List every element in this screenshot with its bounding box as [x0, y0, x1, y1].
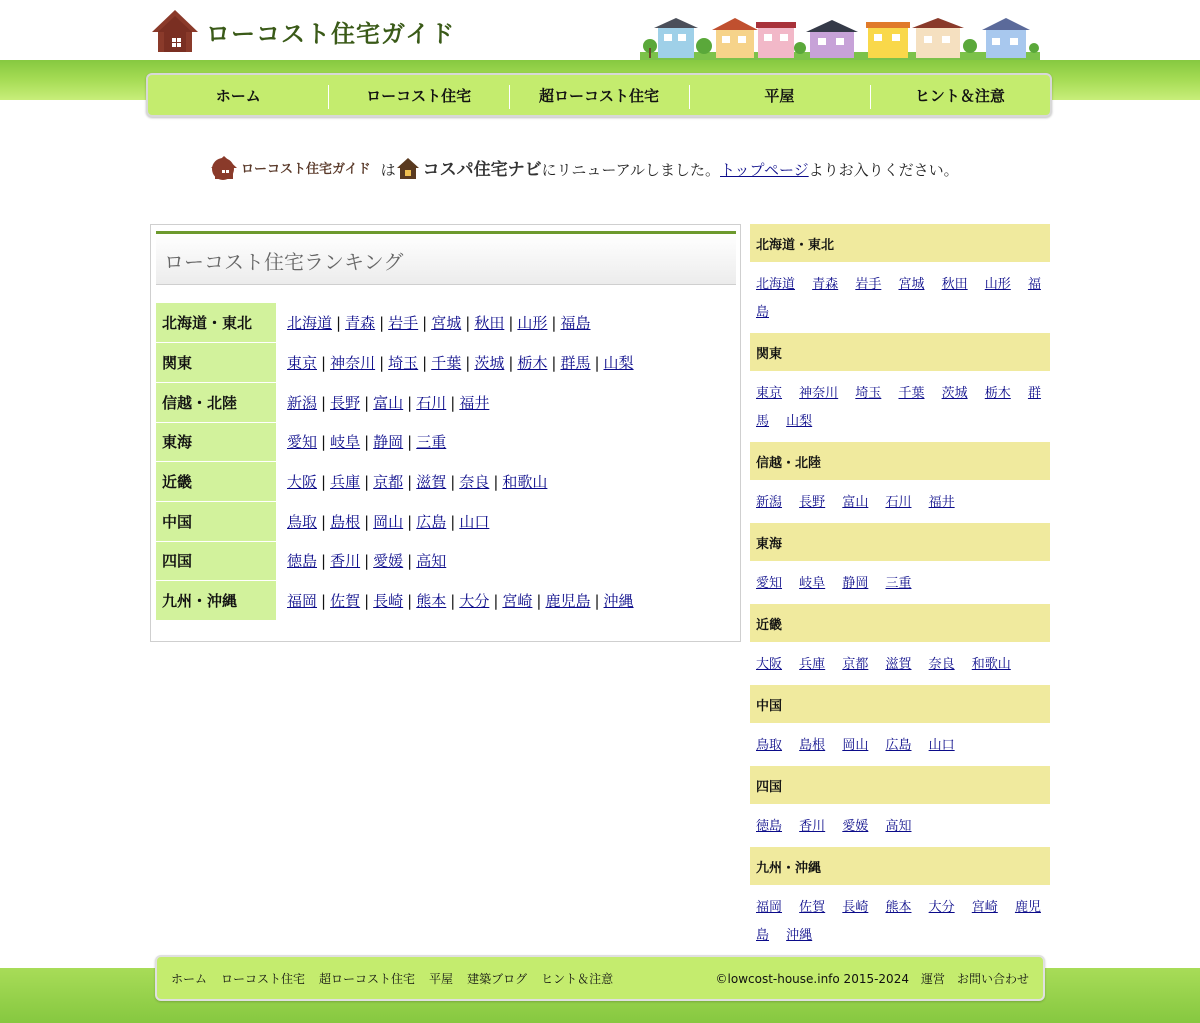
- link-separator: |: [364, 473, 370, 492]
- sidebar-prefecture-link[interactable]: 栃木: [984, 386, 1011, 401]
- link-separator: |: [364, 512, 370, 531]
- link-separator: |: [321, 512, 327, 531]
- ranking-row: [156, 501, 634, 541]
- top-page-link[interactable]: トップページ: [720, 161, 809, 179]
- prefecture-link[interactable]: 宮城: [431, 314, 462, 333]
- sidebar-prefecture-link[interactable]: 徳島: [756, 819, 783, 834]
- sidebar-prefecture-link[interactable]: 和歌山: [971, 657, 1011, 672]
- prefecture-link[interactable]: 群馬: [560, 354, 591, 373]
- sidebar-prefecture-link[interactable]: 青森: [812, 277, 839, 292]
- ranking-row: [156, 422, 634, 462]
- sidebar-prefecture-link[interactable]: 鹿児島: [756, 900, 1041, 943]
- prefecture-link[interactable]: 長崎: [373, 592, 404, 611]
- prefecture-links: [276, 462, 634, 502]
- ranking-row: [156, 303, 634, 343]
- sidebar-prefecture-link[interactable]: 愛媛: [842, 819, 869, 834]
- sidebar-prefecture-links: [750, 371, 1050, 442]
- ranking-panel: [150, 224, 741, 642]
- link-separator: |: [465, 354, 471, 373]
- prefecture-links: [276, 303, 634, 343]
- prefecture-link[interactable]: 滋賀: [416, 473, 447, 492]
- link-separator: |: [407, 552, 413, 571]
- sidebar-prefecture-link[interactable]: 埼玉: [855, 386, 882, 401]
- house-logo-icon: [210, 154, 238, 180]
- prefecture-link[interactable]: 山口: [459, 512, 490, 531]
- prefecture-link[interactable]: 広島: [416, 512, 447, 531]
- sidebar-prefecture-link[interactable]: 熊本: [885, 900, 912, 915]
- link-separator: |: [379, 354, 385, 373]
- sidebar-prefecture-link[interactable]: 静岡: [842, 576, 869, 591]
- prefecture-link[interactable]: 静岡: [373, 433, 404, 452]
- sidebar-region-heading: 関東: [750, 333, 1050, 371]
- sidebar-prefecture-link[interactable]: 京都: [842, 657, 869, 672]
- link-separator: |: [321, 393, 327, 412]
- footer-link[interactable]: 超ローコスト住宅: [319, 971, 416, 986]
- prefecture-links: [276, 581, 634, 621]
- prefecture-link[interactable]: 鹿児島: [545, 592, 591, 611]
- footer-link[interactable]: 建築ブログ: [467, 971, 528, 986]
- old-site-logo-text: ローコスト住宅ガイド: [241, 161, 371, 177]
- prefecture-link[interactable]: 山梨: [603, 354, 634, 373]
- prefecture-link[interactable]: 宮崎: [502, 592, 533, 611]
- sidebar-prefecture-link[interactable]: 滋賀: [885, 657, 912, 672]
- link-separator: |: [508, 314, 514, 333]
- footer: [155, 955, 1045, 1001]
- sidebar-prefecture-link[interactable]: 島根: [799, 738, 826, 753]
- sidebar-prefecture-link[interactable]: 山梨: [786, 414, 813, 429]
- ranking-row: [156, 462, 634, 502]
- ranking-title: ローコスト住宅ランキング: [164, 250, 404, 274]
- new-site-logo-text: コスパ住宅ナビ: [422, 160, 542, 180]
- prefecture-link[interactable]: 長野: [330, 393, 361, 412]
- link-separator: |: [594, 592, 600, 611]
- sidebar-prefecture-link[interactable]: 三重: [885, 576, 912, 591]
- footer-link-contact[interactable]: お問い合わせ: [956, 971, 1029, 986]
- link-separator: |: [407, 592, 413, 611]
- new-site-logo: [396, 155, 542, 180]
- link-separator: |: [336, 314, 342, 333]
- link-separator: |: [321, 592, 327, 611]
- ranking-row: [156, 541, 634, 581]
- sidebar-prefecture-link[interactable]: 岡山: [842, 738, 869, 753]
- footer-left-links: [171, 970, 627, 987]
- prefecture-link[interactable]: 埼玉: [388, 354, 419, 373]
- sidebar-prefecture-link[interactable]: 新潟: [756, 495, 783, 510]
- prefecture-link[interactable]: 奈良: [459, 473, 490, 492]
- link-separator: |: [364, 433, 370, 452]
- nav-hiraya[interactable]: 平屋: [689, 75, 869, 115]
- link-separator: |: [508, 354, 514, 373]
- footer-link-about[interactable]: 運営: [920, 971, 945, 986]
- houses-illustration: [640, 16, 1040, 60]
- sidebar-prefecture-link[interactable]: 石川: [885, 495, 912, 510]
- region-name: 九州・沖縄: [156, 581, 276, 621]
- sidebar-prefecture-links: [750, 885, 1050, 956]
- prefecture-link[interactable]: 香川: [330, 552, 361, 571]
- region-name: 東海: [156, 422, 276, 462]
- sidebar-region-heading: 九州・沖縄: [750, 847, 1050, 885]
- prefecture-link[interactable]: 新潟: [287, 393, 318, 412]
- house-logo-icon: [396, 156, 420, 180]
- link-separator: |: [450, 473, 456, 492]
- sidebar-prefecture-link[interactable]: 神奈川: [799, 386, 839, 401]
- prefecture-link[interactable]: 大分: [459, 592, 490, 611]
- link-separator: |: [450, 512, 456, 531]
- link-separator: |: [321, 473, 327, 492]
- sidebar-region-heading: 中国: [750, 685, 1050, 723]
- sidebar-prefecture-link[interactable]: 山口: [928, 738, 955, 753]
- nav-hints[interactable]: ヒント＆注意: [870, 75, 1050, 115]
- sidebar-prefecture-link[interactable]: 沖縄: [786, 928, 813, 943]
- prefecture-link[interactable]: 熊本: [416, 592, 447, 611]
- ranking-row: [156, 343, 634, 383]
- link-separator: |: [551, 314, 557, 333]
- prefecture-link[interactable]: 千葉: [431, 354, 462, 373]
- house-logo-icon: [150, 8, 200, 54]
- renewal-notice: [210, 154, 959, 180]
- footer-link[interactable]: 平屋: [429, 971, 454, 986]
- nav-lowcost-house[interactable]: ローコスト住宅: [328, 75, 508, 115]
- sidebar-prefecture-links: [750, 561, 1050, 604]
- sidebar-prefecture-link[interactable]: 岩手: [855, 277, 882, 292]
- prefecture-links: [276, 422, 634, 462]
- link-separator: |: [407, 393, 413, 412]
- sidebar-prefecture-link[interactable]: 愛知: [756, 576, 783, 591]
- prefecture-link[interactable]: 山形: [517, 314, 548, 333]
- sidebar: [750, 224, 1050, 956]
- link-separator: |: [321, 433, 327, 452]
- link-separator: |: [407, 512, 413, 531]
- sidebar-prefecture-link[interactable]: 秋田: [941, 277, 968, 292]
- link-separator: |: [450, 393, 456, 412]
- sidebar-prefecture-link[interactable]: 岐阜: [799, 576, 826, 591]
- sidebar-prefecture-link[interactable]: 福岡: [756, 900, 783, 915]
- sidebar-prefecture-link[interactable]: 香川: [799, 819, 826, 834]
- prefecture-link[interactable]: 岐阜: [330, 433, 361, 452]
- prefecture-link[interactable]: 茨城: [474, 354, 505, 373]
- link-separator: |: [321, 354, 327, 373]
- link-separator: |: [321, 552, 327, 571]
- sidebar-prefecture-link[interactable]: 宮城: [898, 277, 925, 292]
- ranking-row: [156, 581, 634, 621]
- prefecture-link[interactable]: 佐賀: [330, 592, 361, 611]
- sidebar-prefecture-link[interactable]: 千葉: [898, 386, 925, 401]
- prefecture-link[interactable]: 島根: [330, 512, 361, 531]
- sidebar-prefecture-link[interactable]: 福井: [928, 495, 955, 510]
- prefecture-link[interactable]: 栃木: [517, 354, 548, 373]
- sidebar-prefecture-link[interactable]: 広島: [885, 738, 912, 753]
- link-separator: |: [493, 592, 499, 611]
- prefecture-link[interactable]: 青森: [345, 314, 376, 333]
- prefecture-link[interactable]: 岩手: [388, 314, 419, 333]
- prefecture-link[interactable]: 愛媛: [373, 552, 404, 571]
- link-separator: |: [379, 314, 385, 333]
- sidebar-prefecture-link[interactable]: 北海道: [756, 277, 796, 292]
- sidebar-prefecture-links: [750, 480, 1050, 523]
- region-name: 四国: [156, 541, 276, 581]
- prefecture-link[interactable]: 沖縄: [603, 592, 634, 611]
- notice-end-text: よりお入りください。: [808, 161, 959, 179]
- ranking-header: [156, 231, 736, 285]
- link-separator: |: [465, 314, 471, 333]
- prefecture-link[interactable]: 愛知: [287, 433, 318, 452]
- link-separator: |: [407, 473, 413, 492]
- notice-wa: は: [380, 161, 396, 179]
- link-separator: |: [450, 592, 456, 611]
- region-name: 信越・北陸: [156, 382, 276, 422]
- ranking-row: [156, 382, 634, 422]
- region-name: 関東: [156, 343, 276, 383]
- prefecture-links: [276, 541, 634, 581]
- site-logo-text: ローコスト住宅ガイド: [206, 19, 456, 48]
- prefecture-link[interactable]: 秋田: [474, 314, 505, 333]
- sidebar-prefecture-link[interactable]: 福島: [756, 277, 1041, 320]
- nav-super-lowcost-house[interactable]: 超ローコスト住宅: [509, 75, 689, 115]
- prefecture-link[interactable]: 徳島: [287, 552, 318, 571]
- main-nav: [146, 73, 1052, 117]
- link-separator: |: [551, 354, 557, 373]
- link-separator: |: [364, 393, 370, 412]
- sidebar-region-heading: 近畿: [750, 604, 1050, 642]
- prefecture-link[interactable]: 大阪: [287, 473, 318, 492]
- prefecture-link[interactable]: 岡山: [373, 512, 404, 531]
- sidebar-region-heading: 北海道・東北: [750, 224, 1050, 262]
- prefecture-links: [276, 501, 634, 541]
- prefecture-link[interactable]: 福岡: [287, 592, 318, 611]
- sidebar-prefecture-link[interactable]: 佐賀: [799, 900, 826, 915]
- prefecture-link[interactable]: 兵庫: [330, 473, 361, 492]
- link-separator: |: [493, 473, 499, 492]
- notice-middle-text: にリニューアルしました。: [541, 161, 720, 179]
- site-logo[interactable]: [150, 8, 455, 54]
- sidebar-region-heading: 信越・北陸: [750, 442, 1050, 480]
- nav-home[interactable]: ホーム: [215, 86, 261, 105]
- sidebar-prefecture-link[interactable]: 大分: [928, 900, 955, 915]
- prefecture-links: [276, 382, 634, 422]
- sidebar-prefecture-link[interactable]: 鳥取: [756, 738, 783, 753]
- sidebar-prefecture-links: [750, 804, 1050, 847]
- prefecture-link[interactable]: 福井: [459, 393, 490, 412]
- sidebar-region-heading: 東海: [750, 523, 1050, 561]
- prefecture-link[interactable]: 北海道: [287, 314, 333, 333]
- sidebar-prefecture-link[interactable]: 宮崎: [971, 900, 998, 915]
- sidebar-prefecture-link[interactable]: 群馬: [756, 386, 1041, 429]
- ranking-table: [156, 303, 634, 621]
- region-name: 中国: [156, 501, 276, 541]
- sidebar-prefecture-link[interactable]: 長野: [799, 495, 826, 510]
- sidebar-prefecture-links: [750, 723, 1050, 766]
- prefecture-link[interactable]: 京都: [373, 473, 404, 492]
- sidebar-prefecture-link[interactable]: 大阪: [756, 657, 783, 672]
- sidebar-prefecture-links: [750, 262, 1050, 333]
- prefecture-link[interactable]: 鳥取: [287, 512, 318, 531]
- sidebar-prefecture-link[interactable]: 奈良: [928, 657, 955, 672]
- sidebar-prefecture-link[interactable]: 茨城: [941, 386, 968, 401]
- link-separator: |: [364, 592, 370, 611]
- sidebar-prefecture-link[interactable]: 山形: [984, 277, 1011, 292]
- link-separator: |: [364, 552, 370, 571]
- prefecture-link[interactable]: 高知: [416, 552, 447, 571]
- sidebar-prefecture-link[interactable]: 高知: [885, 819, 912, 834]
- region-name: 北海道・東北: [156, 303, 276, 343]
- link-separator: |: [594, 354, 600, 373]
- prefecture-link[interactable]: 神奈川: [330, 354, 376, 373]
- prefecture-link[interactable]: 福島: [560, 314, 591, 333]
- sidebar-region-heading: 四国: [750, 766, 1050, 804]
- link-separator: |: [422, 354, 428, 373]
- link-separator: |: [536, 592, 542, 611]
- footer-link[interactable]: ホーム: [171, 971, 208, 986]
- prefecture-link[interactable]: 石川: [416, 393, 447, 412]
- footer-link[interactable]: ヒント＆注意: [541, 971, 614, 986]
- sidebar-prefecture-link[interactable]: 東京: [756, 386, 783, 401]
- prefecture-link[interactable]: 和歌山: [502, 473, 548, 492]
- sidebar-prefecture-link[interactable]: 兵庫: [799, 657, 826, 672]
- old-site-logo: [210, 154, 371, 180]
- prefecture-links: [276, 343, 634, 383]
- link-separator: |: [422, 314, 428, 333]
- link-separator: |: [407, 433, 413, 452]
- prefecture-link[interactable]: 三重: [416, 433, 447, 452]
- copyright: ©lowcost-house.info 2015-2024: [715, 971, 909, 986]
- prefecture-link[interactable]: 東京: [287, 354, 318, 373]
- footer-link[interactable]: ローコスト住宅: [221, 971, 306, 986]
- prefecture-link[interactable]: 富山: [373, 393, 404, 412]
- sidebar-prefecture-link[interactable]: 長崎: [842, 900, 869, 915]
- footer-right: [716, 970, 1029, 987]
- sidebar-prefecture-link[interactable]: 富山: [842, 495, 869, 510]
- sidebar-prefecture-links: [750, 642, 1050, 685]
- region-name: 近畿: [156, 462, 276, 502]
